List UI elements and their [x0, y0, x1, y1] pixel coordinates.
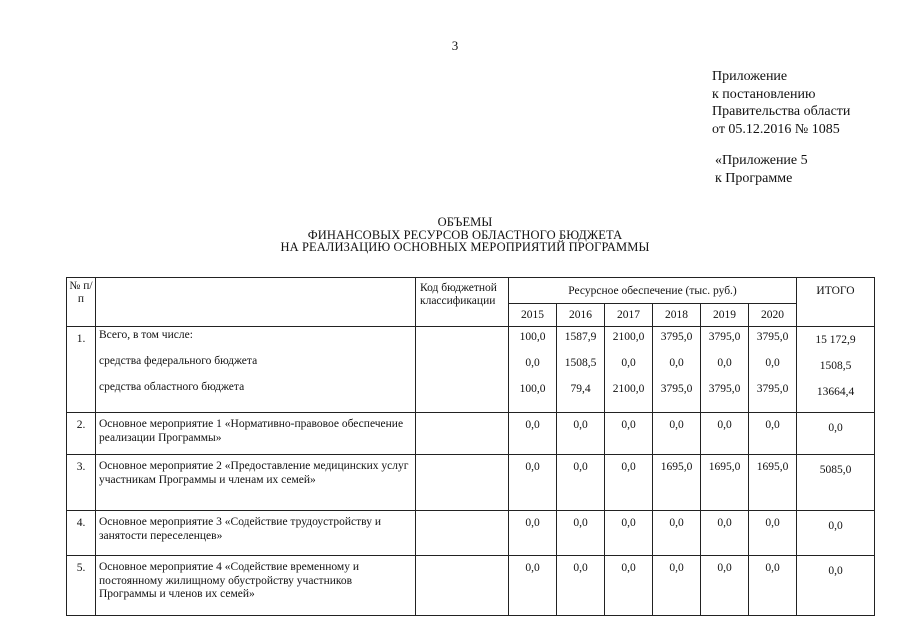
- total-value: 15 172,9: [815, 334, 856, 346]
- appendix-line: Приложение: [712, 69, 788, 84]
- header-year: 2016: [557, 304, 605, 327]
- program-appendix-note: [715, 152, 808, 187]
- row-code: [416, 455, 509, 511]
- row-year-values: [557, 327, 605, 413]
- row-number: 4.: [67, 511, 96, 556]
- year-value: 0,0: [509, 413, 557, 455]
- year-value: 0,0: [653, 511, 701, 556]
- header-year: 2015: [509, 304, 557, 327]
- document-title: [200, 216, 730, 254]
- year-value: 3795,0: [708, 383, 741, 395]
- appendix-line: от 05.12.2016 № 1085: [712, 121, 840, 137]
- header-code: Код бюджетной классификации: [416, 278, 509, 327]
- appendix-line: Правительства области: [712, 104, 851, 119]
- header-name: [96, 278, 416, 327]
- row-year-values: [653, 327, 701, 413]
- total-value: 5085,0: [797, 455, 875, 511]
- year-value: 1695,0: [749, 455, 797, 511]
- total-value: 0,0: [797, 511, 875, 556]
- year-value: 0,0: [557, 455, 605, 511]
- row-code: [416, 413, 509, 455]
- year-value: 0,0: [749, 413, 797, 455]
- year-value: 0,0: [653, 556, 701, 616]
- year-value: 1695,0: [653, 455, 701, 511]
- year-value: 0,0: [557, 556, 605, 616]
- year-value: 0,0: [525, 357, 540, 369]
- year-value: 0,0: [749, 556, 797, 616]
- table-row: [67, 413, 875, 455]
- year-value: 0,0: [669, 357, 684, 369]
- row-number: 2.: [67, 413, 96, 455]
- year-value: 0,0: [765, 357, 780, 369]
- year-value: 3795,0: [756, 331, 789, 343]
- year-value: 0,0: [557, 413, 605, 455]
- appendix-line: «Приложение 5: [715, 153, 808, 168]
- total-value: 13664,4: [816, 386, 855, 398]
- year-value: 0,0: [621, 357, 636, 369]
- table-row: [67, 556, 875, 616]
- year-value: 0,0: [509, 511, 557, 556]
- row-name: Основное мероприятие 3 «Содействие трудоустройству и занятости переселенцев»: [96, 511, 416, 556]
- row-number: 1.: [67, 327, 96, 413]
- title-line: ОБЪЕМЫ: [437, 215, 493, 229]
- year-value: 1695,0: [701, 455, 749, 511]
- year-value: 0,0: [605, 556, 653, 616]
- row-year-values: [509, 327, 557, 413]
- year-value: 79,4: [570, 383, 591, 395]
- row-name: Основное мероприятие 1 «Нормативно-правовое обеспечение реализации Программы»: [96, 413, 416, 455]
- row-name: Основное мероприятие 2 «Предоставление медицинских услуг участникам Программы и членам их семей»: [96, 455, 416, 511]
- header-year: 2017: [605, 304, 653, 327]
- row-name: [96, 327, 416, 413]
- year-value: 3795,0: [756, 383, 789, 395]
- year-value: 0,0: [701, 556, 749, 616]
- year-value: 0,0: [509, 455, 557, 511]
- year-value: 0,0: [605, 511, 653, 556]
- row-subline-name: средства областного бюджета: [99, 381, 245, 393]
- total-value: 0,0: [797, 413, 875, 455]
- table-row: [67, 511, 875, 556]
- header-total: ИТОГО: [797, 278, 875, 327]
- year-value: 0,0: [605, 413, 653, 455]
- row-code: [416, 327, 509, 413]
- year-value: 2100,0: [612, 383, 645, 395]
- year-value: 1587,9: [564, 331, 597, 343]
- title-line: ФИНАНСОВЫХ РЕСУРСОВ ОБЛАСТНОГО БЮДЖЕТА: [307, 227, 623, 242]
- title-line: НА РЕАЛИЗАЦИЮ ОСНОВНЫХ МЕРОПРИЯТИЙ ПРОГРАММЫ: [280, 240, 650, 254]
- table-row: [67, 327, 875, 413]
- header-resources: Ресурсное обеспечение (тыс. руб.): [509, 278, 797, 304]
- header-year: 2018: [653, 304, 701, 327]
- row-year-values: [701, 327, 749, 413]
- year-value: 100,0: [519, 383, 546, 395]
- appendix-note: [712, 68, 850, 138]
- year-value: 1508,5: [564, 357, 597, 369]
- row-subline-name: средства федерального бюджета: [99, 355, 258, 367]
- header-year: 2020: [749, 304, 797, 327]
- year-value: 3795,0: [708, 331, 741, 343]
- year-value: 0,0: [509, 556, 557, 616]
- year-value: 3795,0: [660, 383, 693, 395]
- row-subline-name: Всего, в том числе:: [99, 329, 193, 341]
- page-number: 3: [451, 38, 459, 53]
- row-code: [416, 556, 509, 616]
- total-value: 0,0: [797, 556, 875, 616]
- header-year: 2019: [701, 304, 749, 327]
- year-value: 0,0: [749, 511, 797, 556]
- year-value: 0,0: [701, 413, 749, 455]
- budget-table: [66, 277, 875, 616]
- year-value: 100,0: [519, 331, 546, 343]
- year-value: 0,0: [557, 511, 605, 556]
- row-number: 3.: [67, 455, 96, 511]
- row-totals: [797, 327, 875, 413]
- appendix-line: к Программе: [715, 170, 793, 186]
- row-code: [416, 511, 509, 556]
- row-year-values: [749, 327, 797, 413]
- year-value: 0,0: [605, 455, 653, 511]
- year-value: 3795,0: [660, 331, 693, 343]
- row-number: 5.: [67, 556, 96, 616]
- row-year-values: [605, 327, 653, 413]
- year-value: 0,0: [653, 413, 701, 455]
- year-value: 0,0: [717, 357, 732, 369]
- year-value: 0,0: [701, 511, 749, 556]
- row-name: Основное мероприятие 4 «Содействие временному и постоянному жилищному обустройству участников Программы и членов их семей»: [96, 556, 416, 616]
- total-value: 1508,5: [819, 360, 852, 372]
- appendix-line: к постановлению: [712, 86, 816, 102]
- header-num: № п/п: [67, 278, 96, 327]
- year-value: 2100,0: [612, 331, 645, 343]
- table-row: [67, 455, 875, 511]
